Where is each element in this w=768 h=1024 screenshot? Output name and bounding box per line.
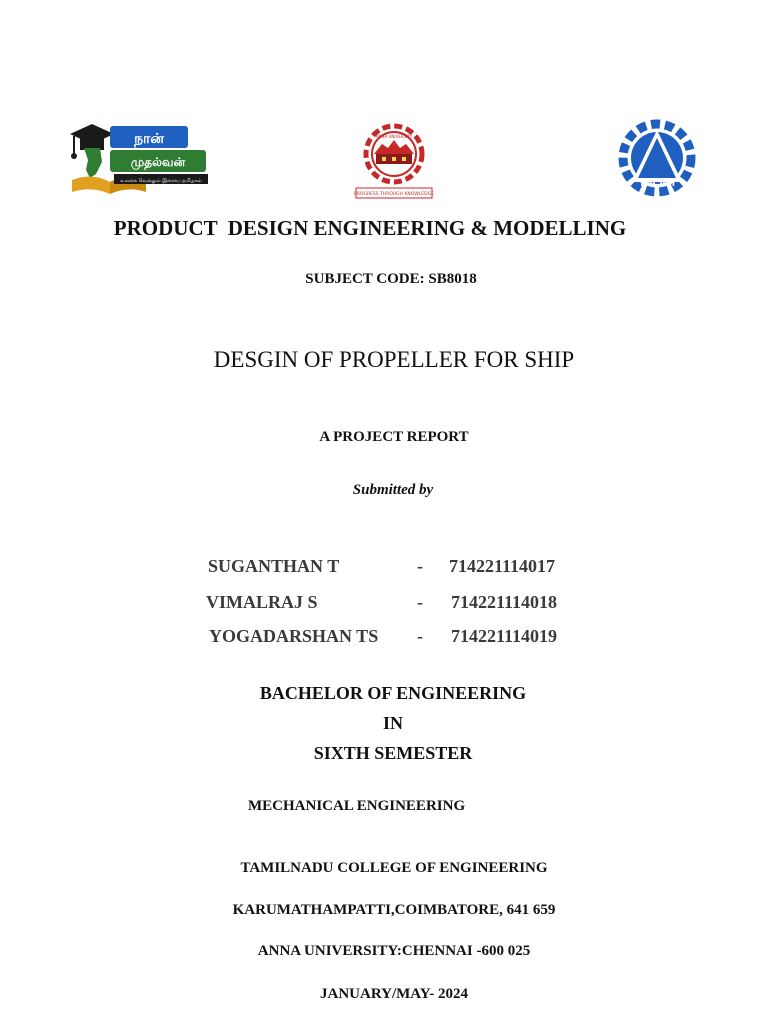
tncam-logo (618, 116, 696, 200)
logo-tncam-text: TNCAM (638, 179, 676, 189)
naan-mudhalvan-logo (66, 118, 210, 198)
submitted-by-label: Submitted by (352, 482, 434, 498)
college-name: TAMILNADU COLLEGE OF ENGINEERING (240, 860, 548, 876)
report-date: JANUARY/MAY- 2024 (320, 986, 468, 1002)
logo-tamil-main: நான் (134, 131, 164, 147)
degree-in: IN (382, 713, 403, 733)
student-id: 714221114017 (449, 556, 556, 576)
student-name: YOGADARSHAN TS (209, 626, 379, 646)
student-dash: - (417, 592, 423, 612)
logo-tamil-sub: முதல்வன் (130, 155, 186, 169)
logo-arc-text: ANNA UNIVERSITY (375, 134, 413, 139)
anna-university-logo (352, 118, 436, 200)
subject-code: SUBJECT CODE: SB8018 (305, 271, 477, 287)
report-label: A PROJECT REPORT (319, 429, 469, 445)
college-address: KARUMATHAMPATTI,COIMBATORE, 641 659 (232, 902, 556, 918)
degree-line: BACHELOR OF ENGINEERING (259, 683, 527, 703)
course-title: PRODUCT DESIGN ENGINEERING & MODELLING (113, 216, 627, 240)
student-dash: - (417, 626, 423, 646)
student-id: 714221114018 (451, 592, 558, 612)
university-name: ANNA UNIVERSITY:CHENNAI -600 025 (257, 943, 531, 959)
project-title: DESGIN OF PROPELLER FOR SHIP (213, 347, 575, 372)
student-name: SUGANTHAN T (208, 556, 340, 576)
semester: SIXTH SEMESTER (313, 743, 473, 763)
student-dash: - (417, 556, 423, 576)
logo-ribbon: PROGRESS THROUGH KNOWLEDGE (354, 192, 434, 197)
department: MECHANICAL ENGINEERING (248, 798, 466, 814)
student-id: 714221114019 (451, 626, 558, 646)
logo-tagline: உலகை வெல்லும் இளைய தமிழகம் (120, 178, 202, 184)
student-name: VIMALRAJ S (206, 592, 318, 612)
